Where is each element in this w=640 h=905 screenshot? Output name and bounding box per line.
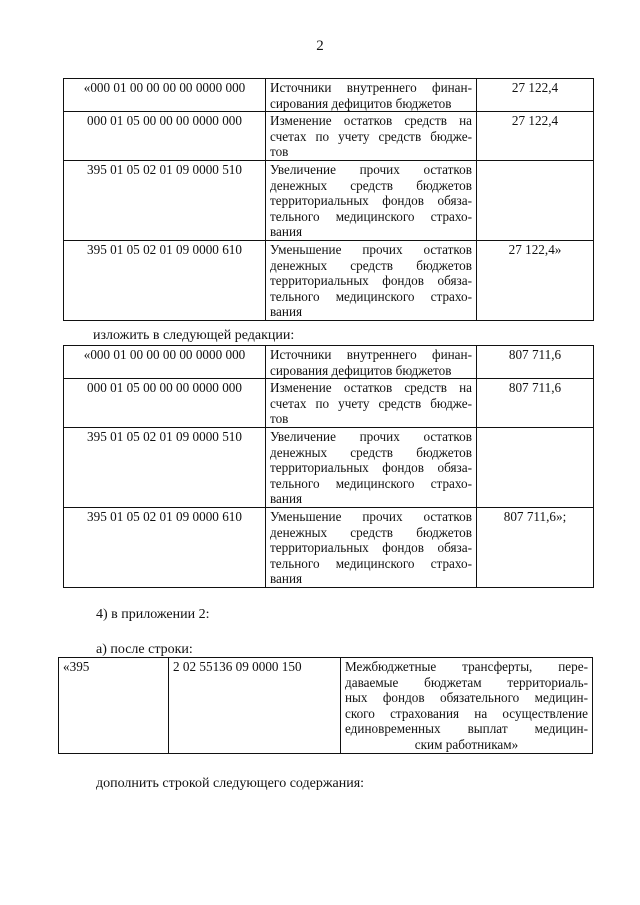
description-line: сирования дефицитов бюджетов bbox=[270, 95, 452, 111]
instruction-new-edition: изложить в следующей редакции: bbox=[93, 328, 295, 343]
kbk-cell: 2 02 55136 09 0000 150 bbox=[169, 658, 341, 754]
description-line: единовременных выплат медицин- bbox=[345, 721, 588, 737]
amount-cell: 807 711,6»; bbox=[477, 507, 594, 587]
description-cell bbox=[266, 79, 477, 112]
table-row bbox=[64, 507, 594, 587]
amount-cell: 27 122,4 bbox=[477, 112, 594, 161]
description-line: территориальных фондов обяза- bbox=[270, 193, 472, 209]
description-line: территориальных фондов обяза- bbox=[270, 540, 472, 556]
description-cell bbox=[266, 379, 477, 428]
description-line: Изменение остатков средств на bbox=[270, 113, 472, 129]
table-row bbox=[64, 427, 594, 507]
budget-table-before bbox=[63, 78, 594, 321]
description-cell bbox=[266, 346, 477, 379]
table-row bbox=[64, 112, 594, 161]
code-cell: «000 01 00 00 00 00 0000 000 bbox=[64, 346, 266, 379]
description-line: территориальных фондов обяза- bbox=[270, 273, 472, 289]
description-line: вания bbox=[270, 304, 303, 320]
description-line: денежных средств бюджетов bbox=[270, 257, 472, 273]
amount-cell: 807 711,6 bbox=[477, 379, 594, 428]
description-line: Изменение остатков средств на bbox=[270, 380, 472, 396]
description-line: вания bbox=[270, 491, 303, 507]
item-a-text: а) после строки: bbox=[96, 642, 193, 657]
admin-code-cell: «395 bbox=[59, 658, 169, 754]
description-line: Источники внутреннего финан- bbox=[270, 347, 472, 362]
code-cell: 000 01 05 00 00 00 0000 000 bbox=[64, 112, 266, 161]
description-line: ных фондов обязательного медицин- bbox=[345, 690, 588, 706]
description-line: ского страхования на осуществление bbox=[345, 705, 588, 721]
code-cell: 395 01 05 02 01 09 0000 610 bbox=[64, 507, 266, 587]
description-line: тов bbox=[270, 411, 289, 427]
code-cell: 395 01 05 02 01 09 0000 510 bbox=[64, 160, 266, 240]
amount-cell bbox=[477, 160, 594, 240]
item-add-text: дополнить строкой следующего содержания: bbox=[96, 776, 365, 791]
description-line: тельного медицинского страхо- bbox=[270, 208, 472, 224]
code-cell: «000 01 00 00 00 00 0000 000 bbox=[64, 79, 266, 112]
description-cell bbox=[266, 240, 477, 320]
appendix-table bbox=[58, 657, 593, 754]
description-line: сирования дефицитов бюджетов bbox=[270, 362, 452, 378]
description-line: Увеличение прочих остатков bbox=[270, 161, 472, 177]
description-line: тельного медицинского страхо- bbox=[270, 555, 472, 571]
description-line: Межбюджетные трансферты, пере- bbox=[345, 659, 588, 674]
table-row bbox=[64, 240, 594, 320]
code-cell: 395 01 05 02 01 09 0000 510 bbox=[64, 427, 266, 507]
amount-cell: 807 711,6 bbox=[477, 346, 594, 379]
description-cell bbox=[266, 427, 477, 507]
description-line: тов bbox=[270, 144, 289, 160]
description-line: ским работникам» bbox=[414, 736, 519, 752]
description-line: денежных средств бюджетов bbox=[270, 177, 472, 193]
code-cell: 395 01 05 02 01 09 0000 610 bbox=[64, 240, 266, 320]
description-line: вания bbox=[270, 224, 303, 240]
description-line: счетах по учету средств бюдже- bbox=[270, 395, 472, 411]
amount-cell: 27 122,4 bbox=[477, 79, 594, 112]
description-cell bbox=[266, 160, 477, 240]
description-cell bbox=[341, 658, 593, 754]
description-line: Увеличение прочих остатков bbox=[270, 428, 472, 444]
description-line: тельного медицинского страхо- bbox=[270, 288, 472, 304]
description-line: Уменьшение прочих остатков bbox=[270, 508, 472, 524]
table-row bbox=[64, 346, 594, 379]
description-cell bbox=[266, 112, 477, 161]
description-line: денежных средств бюджетов bbox=[270, 524, 472, 540]
budget-table-after bbox=[63, 345, 594, 588]
item-4-text: 4) в приложении 2: bbox=[96, 607, 210, 622]
description-cell bbox=[266, 507, 477, 587]
table-row bbox=[59, 658, 593, 754]
description-line: тельного медицинского страхо- bbox=[270, 475, 472, 491]
amount-cell bbox=[477, 427, 594, 507]
description-line: счетах по учету средств бюдже- bbox=[270, 128, 472, 144]
description-line: Источники внутреннего финан- bbox=[270, 80, 472, 95]
table-row bbox=[64, 79, 594, 112]
description-line: даваемые бюджетам территориаль- bbox=[345, 674, 588, 690]
page-number: 2 bbox=[316, 38, 324, 54]
amount-cell: 27 122,4» bbox=[477, 240, 594, 320]
table-row bbox=[64, 160, 594, 240]
code-cell: 000 01 05 00 00 00 0000 000 bbox=[64, 379, 266, 428]
description-line: вания bbox=[270, 571, 303, 587]
description-line: территориальных фондов обяза- bbox=[270, 460, 472, 476]
description-line: денежных средств бюджетов bbox=[270, 444, 472, 460]
description-line: Уменьшение прочих остатков bbox=[270, 241, 472, 257]
table-row bbox=[64, 379, 594, 428]
